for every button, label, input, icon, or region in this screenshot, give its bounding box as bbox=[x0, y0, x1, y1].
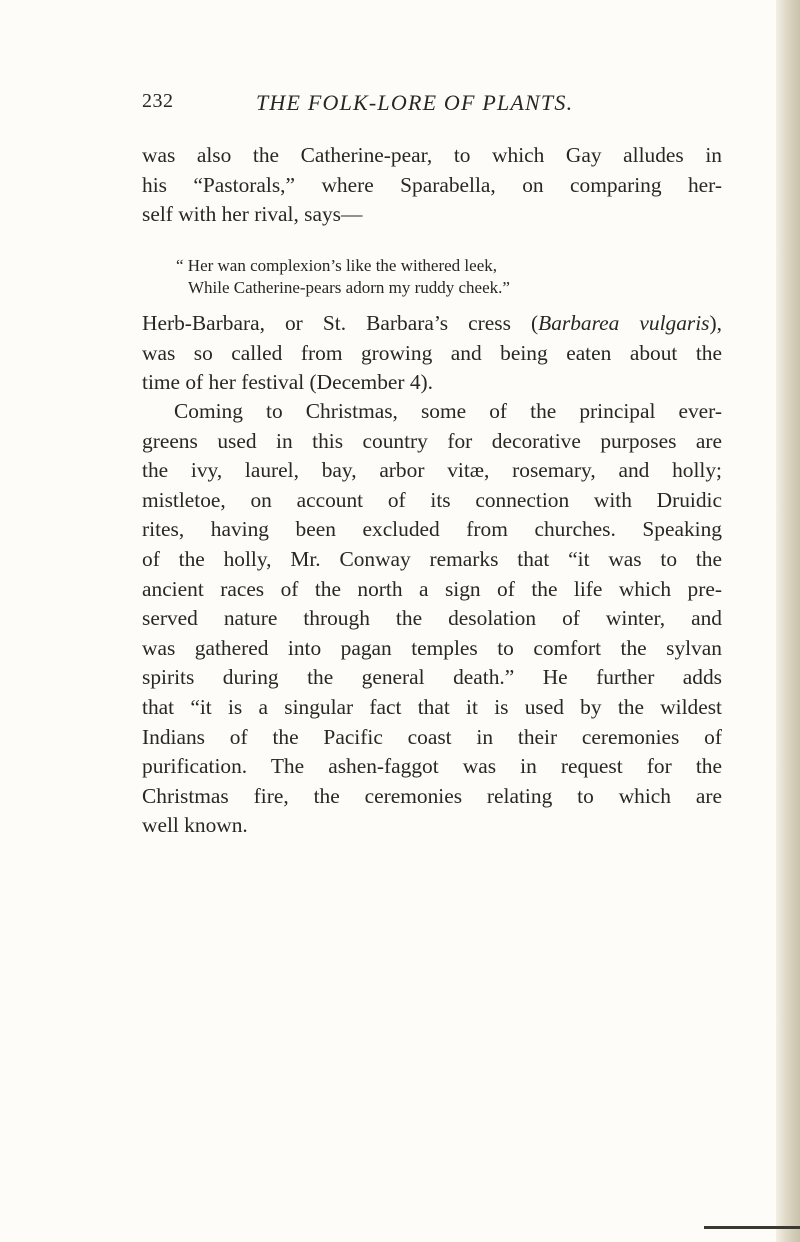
latin-name: Barbarea vulgaris bbox=[538, 311, 710, 335]
text-line: greens used in this country for decorative purposes are bbox=[142, 428, 722, 453]
page-number: 232 bbox=[142, 90, 174, 112]
text-line: his “Pastorals,” where Sparabella, on comparing her- bbox=[142, 172, 722, 197]
text-line: that “it is a singular fact that it is used by the wildest bbox=[142, 694, 722, 719]
running-title: THE FOLK-LORE OF PLANTS. bbox=[256, 90, 574, 115]
text-line: Coming to Christmas, some of the principal ever- bbox=[174, 399, 722, 423]
text-line: purification. The ashen-faggot was in request for the bbox=[142, 754, 722, 779]
text-run: Herb-Barbara, or St. Barbara’s cress ( bbox=[142, 311, 539, 335]
text-line: time of her festival (December 4). bbox=[142, 370, 434, 395]
text-line bbox=[142, 309, 722, 339]
text-line: the ivy, laurel, bay, arbor vitæ, rosemary, and holly; bbox=[142, 458, 722, 483]
text-line: Christmas fire, the ceremonies relating to which are bbox=[142, 783, 722, 808]
paragraph-catherine-pear bbox=[142, 141, 722, 230]
running-header bbox=[142, 90, 722, 120]
paragraph-christmas-evergreens bbox=[142, 397, 722, 841]
text-line: of the holly, Mr. Conway remarks that “it was to the bbox=[142, 546, 722, 571]
page-edge-mark bbox=[704, 1226, 800, 1229]
text-run: ), bbox=[709, 311, 722, 335]
text-line: was gathered into pagan temples to comfort the sylvan bbox=[142, 635, 722, 660]
text-line: mistletoe, on account of its connection with Druidic bbox=[142, 487, 722, 512]
text-line: self with her rival, says— bbox=[142, 202, 363, 227]
text-line: was so called from growing and being eaten about the bbox=[142, 340, 722, 365]
text-line: spirits during the general death.” He further adds bbox=[142, 665, 722, 690]
text-line: served nature through the desolation of winter, and bbox=[142, 606, 722, 631]
verse-line: While Catherine-pears adorn my ruddy cheek.” bbox=[188, 278, 510, 297]
verse-line: “ Her wan complexion’s like the withered leek, bbox=[176, 256, 497, 275]
verse-quotation bbox=[176, 255, 510, 299]
text-line: ancient races of the north a sign of the life which pre- bbox=[142, 576, 722, 601]
text-line: was also the Catherine-pear, to which Gay alludes in bbox=[142, 143, 722, 167]
text-line: Indians of the Pacific coast in their ceremonies of bbox=[142, 724, 722, 749]
paragraph-herb-barbara bbox=[142, 309, 722, 398]
page-edge-shadow bbox=[776, 0, 800, 1242]
text-line: well known. bbox=[142, 813, 248, 838]
text-line: rites, having been excluded from churches. Speaking bbox=[142, 517, 722, 542]
